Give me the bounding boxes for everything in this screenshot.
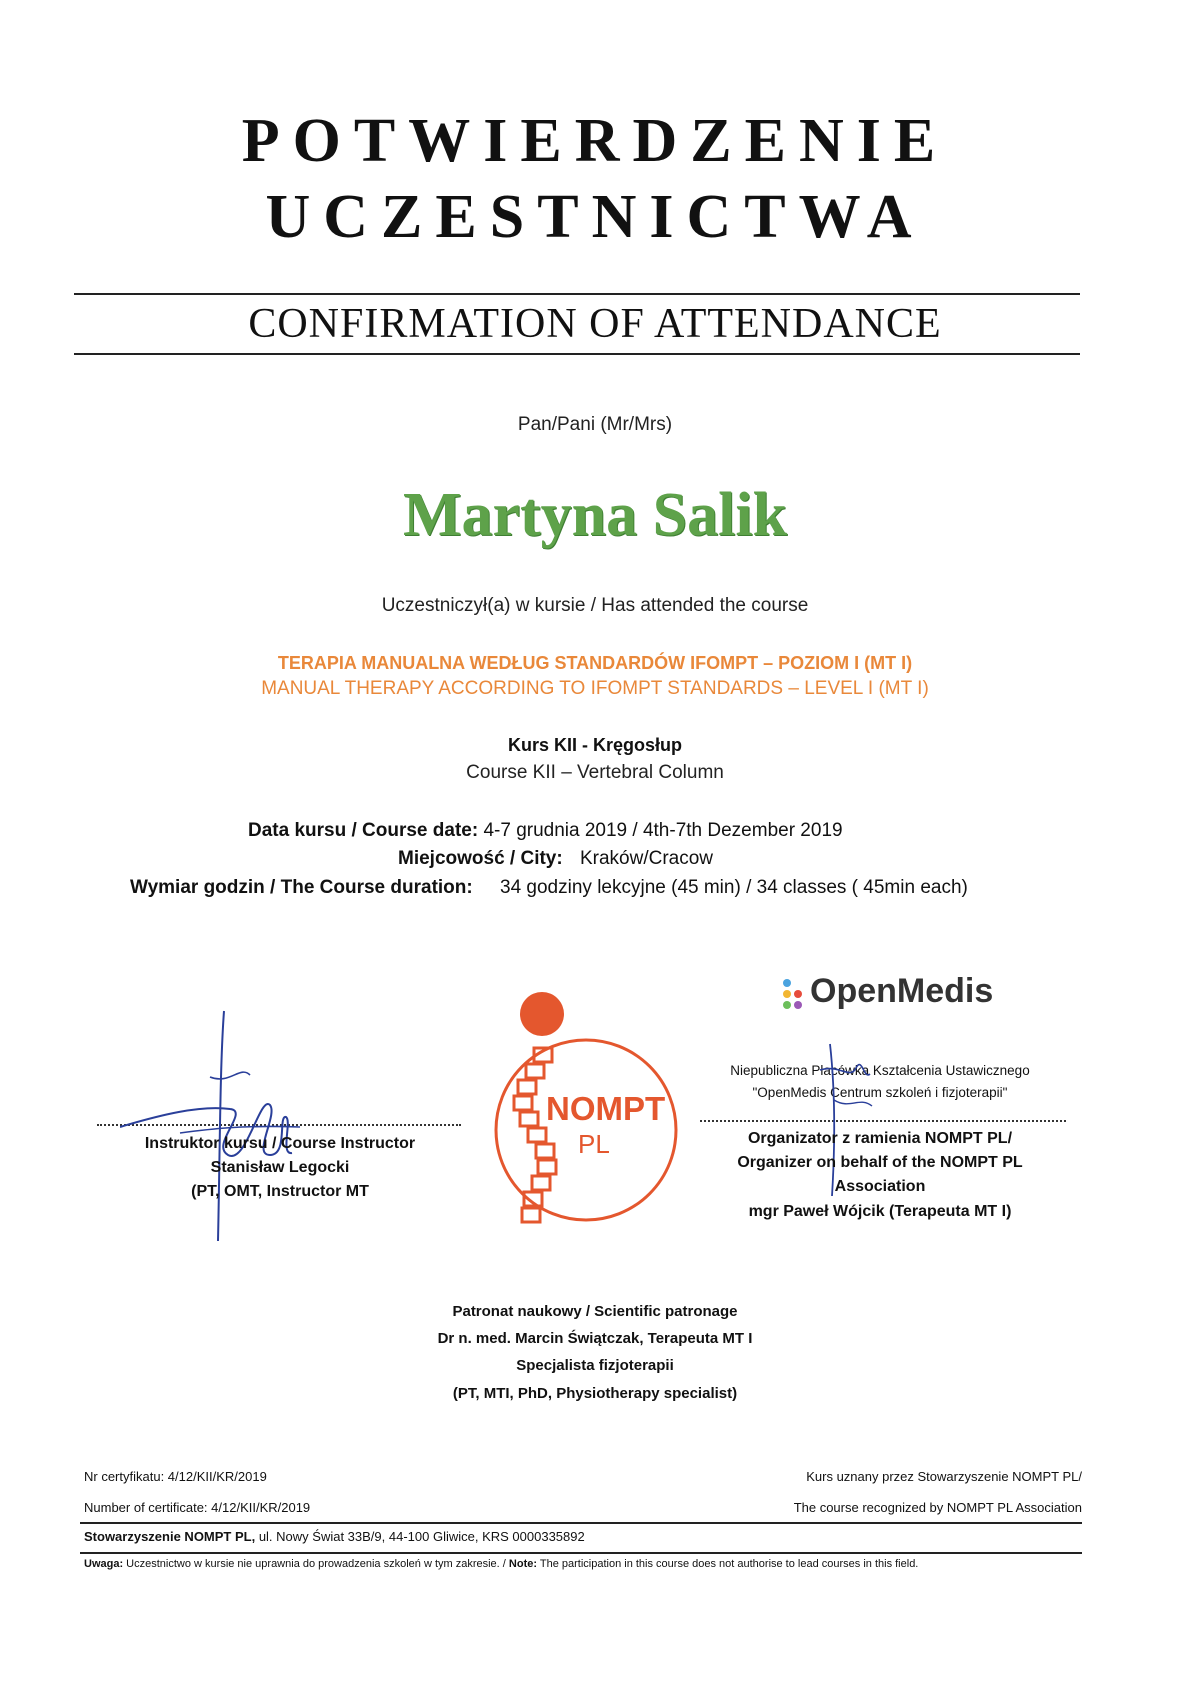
subtitle: CONFIRMATION OF ATTENDANCE (248, 301, 942, 347)
note-text-pl: Uczestnictwo w kursie nie uprawnia do prowadzenia szkoleń w tym zakresie. / (123, 1558, 509, 1570)
course-date-label: Data kursu / Course date: (248, 820, 479, 841)
patronage-line-4: (PT, MTI, PhD, Physiotherapy specialist) (452, 1385, 738, 1402)
organizer-institution-1: Niepubliczna Placówka Kształcenia Ustawicznego (730, 1063, 1030, 1078)
recognized-pl: Kurs uznany przez Stowarzyszenie NOMPT PL/ (806, 1469, 1082, 1484)
openmedis-brand: OpenMedis (810, 972, 994, 1010)
organizer-institution-2: "OpenMedis Centrum szkoleń i fizjoterapii" (752, 1085, 1008, 1100)
openmedis-logo-icon (780, 978, 806, 1014)
patronage-line-2: Dr n. med. Marcin Świątczak, Terapeuta MT I (437, 1330, 753, 1347)
note-label-en: Note: (508, 1558, 538, 1570)
course-module-pl: Kurs KII - Kręgosłup (507, 735, 682, 755)
instructor-credentials: (PT, OMT, Instructor MT (191, 1183, 369, 1200)
divider-bottom (74, 353, 1080, 355)
course-duration-label: Wymiar godzin / The Course duration: (130, 877, 473, 898)
patronage-line-3: Specjalista fizjoterapii (516, 1357, 674, 1374)
course-date-value: 4-7 grudnia 2019 / 4th-7th Dezember 2019 (483, 820, 843, 841)
recognized-en: The course recognized by NOMPT PL Association (793, 1500, 1082, 1515)
course-date-row (248, 820, 843, 842)
title-line-1: POTWIERDZENIE (241, 107, 949, 175)
course-duration-row (130, 877, 968, 899)
association-name: Stowarzyszenie NOMPT PL, (84, 1529, 256, 1544)
course-city-value: Kraków/Cracow (579, 848, 714, 869)
course-city-row (398, 848, 713, 870)
association-address-row (84, 1529, 585, 1544)
participant-name: Martyna Salik (402, 481, 788, 549)
course-title-pl: TERAPIA MANUALNA WEDŁUG STANDARDÓW IFOMPT – POZIOM I (MT I) (277, 653, 913, 673)
certificate-number-pl: Nr certyfikatu: 4/12/KII/KR/2019 (84, 1469, 267, 1484)
divider-top (74, 293, 1080, 295)
nompt-logo-sub: PL (578, 1129, 610, 1159)
title-line-2: UCZESTNICTWA (265, 183, 925, 251)
instructor-name: Stanisław Legocki (210, 1159, 350, 1176)
patronage-line-1: Patronat naukowy / Scientific patronage (452, 1303, 738, 1320)
organizer-line-3: Association (834, 1178, 926, 1195)
organizer-line-4: mgr Paweł Wójcik (Terapeuta MT I) (748, 1203, 1012, 1220)
organizer-line-2: Organizer on behalf of the NOMPT PL (737, 1154, 1023, 1171)
nompt-logo (486, 990, 694, 1230)
instructor-signature-icon (120, 1005, 320, 1245)
certificate-number-en: Number of certificate: 4/12/KII/KR/2019 (84, 1500, 311, 1515)
course-duration-value: 34 godziny lekcyjne (45 min) / 34 classes ( 45min each) (500, 877, 968, 898)
note-text-en: The participation in this course does not authorise to lead courses in this field. (537, 1558, 919, 1570)
attended-text: Uczestniczył(a) w kursie / Has attended the course (381, 595, 809, 616)
footer-note (84, 1558, 918, 1570)
course-module-en: Course KII – Vertebral Column (466, 762, 724, 783)
course-title-en: MANUAL THERAPY ACCORDING TO IFOMPT STANDARDS – LEVEL I (MT I) (261, 678, 929, 699)
note-label-pl: Uwaga: (84, 1558, 124, 1570)
instructor-role: Instruktor kursu / Course Instructor (144, 1135, 416, 1152)
course-city-label: Miejcowość / City: (398, 848, 563, 869)
organizer-line-1: Organizator z ramienia NOMPT PL/ (747, 1130, 1013, 1147)
association-address: ul. Nowy Świat 33B/9, 44-100 Gliwice, KRS 0000335892 (255, 1529, 585, 1544)
footer-divider-2 (80, 1552, 1082, 1554)
salutation: Pan/Pani (Mr/Mrs) (517, 414, 673, 435)
footer-divider-1 (80, 1522, 1082, 1524)
nompt-logo-name: NOMPT (546, 1090, 666, 1127)
